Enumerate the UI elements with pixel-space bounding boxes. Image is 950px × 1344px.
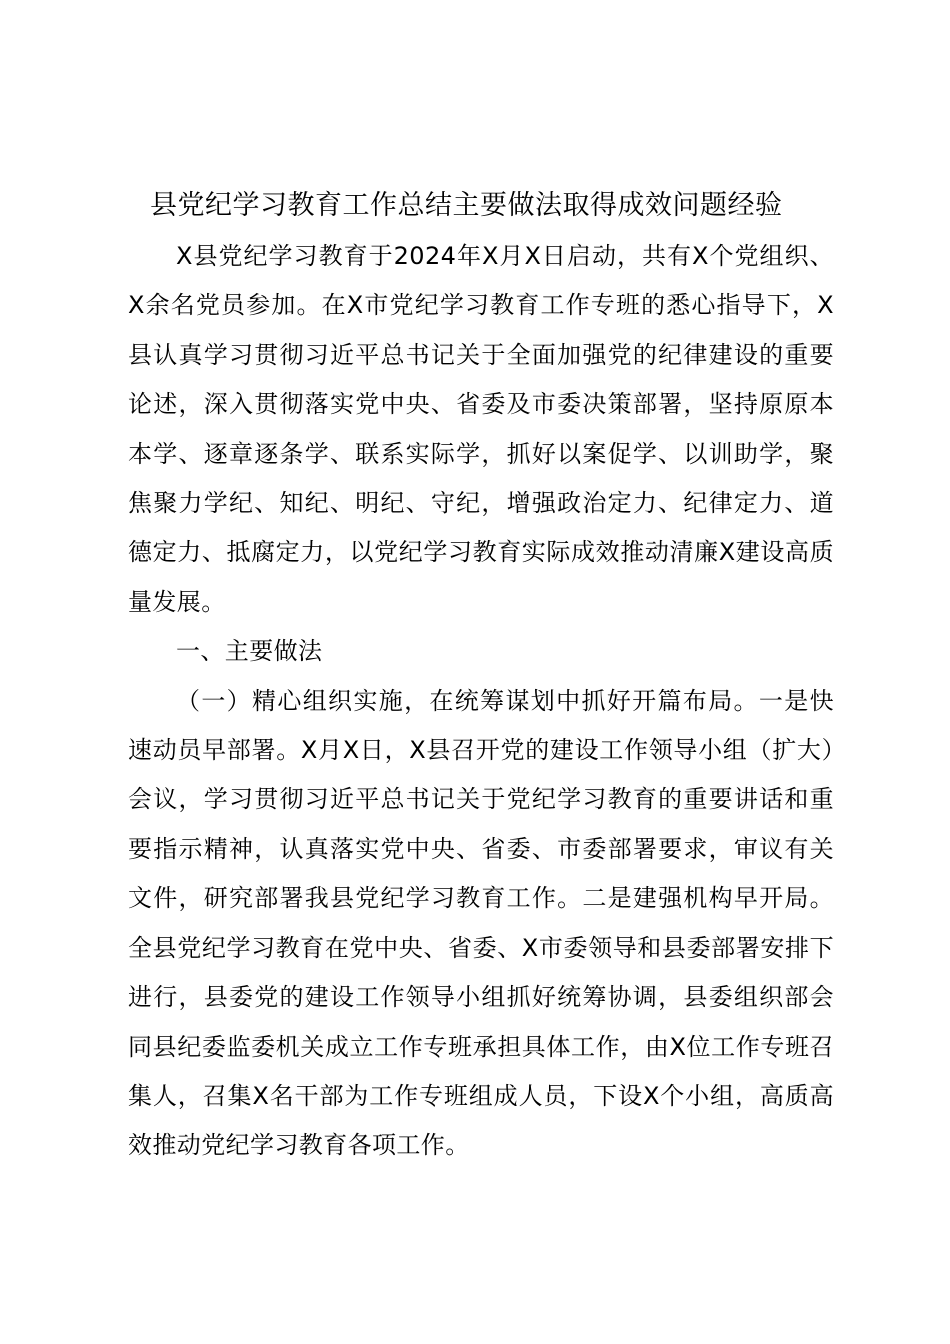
document-body [128, 232, 834, 1171]
section-paragraph: （一）精心组织实施，在统筹谋划中抓好开篇布局。一是快速动员早部署。X月X日，X县召开党的建设工作领导小组（扩大）会议，学习贯彻习近平总书记关于党纪学习教育的重要讲话和重要指示精神，认真落实党中央、省委、市委部署要求，审议有关文件，研究部署我县党纪学习教育工作。二是建强机构早开局。全县党纪学习教育在党中央、省委、X市委领导和县委部署安排下进行，县委党的建设工作领导小组抓好统筹协调，县委组织部会同县纪委监委机关成立工作专班承担具体工作，由X位工作专班召集人，召集X名干部为工作专班组成人员，下设X个小组，高质高效推动党纪学习教育各项工作。 [128, 686, 834, 1160]
section-heading: 一、主要做法 [176, 637, 323, 666]
intro-paragraph: X县党纪学习教育于2024年X月X日启动，共有X个党组织、X余名党员参加。在X市党纪学习教育工作专班的悉心指导下，X县认真学习贯彻习近平总书记关于全面加强党的纪律建设的重要论述，深入贯彻落实党中央、省委及市委决策部署，坚持原原本本学、逐章逐条学、联系实际学，抓好以案促学、以训助学，聚焦聚力学纪、知纪、明纪、守纪，增强政治定力、纪律定力、道德定力、抵腐定力，以党纪学习教育实际成效推动清廉X建设高质量发展。 [128, 242, 834, 616]
document-title: 县党纪学习教育工作总结主要做法取得成效问题经验 [150, 190, 783, 221]
